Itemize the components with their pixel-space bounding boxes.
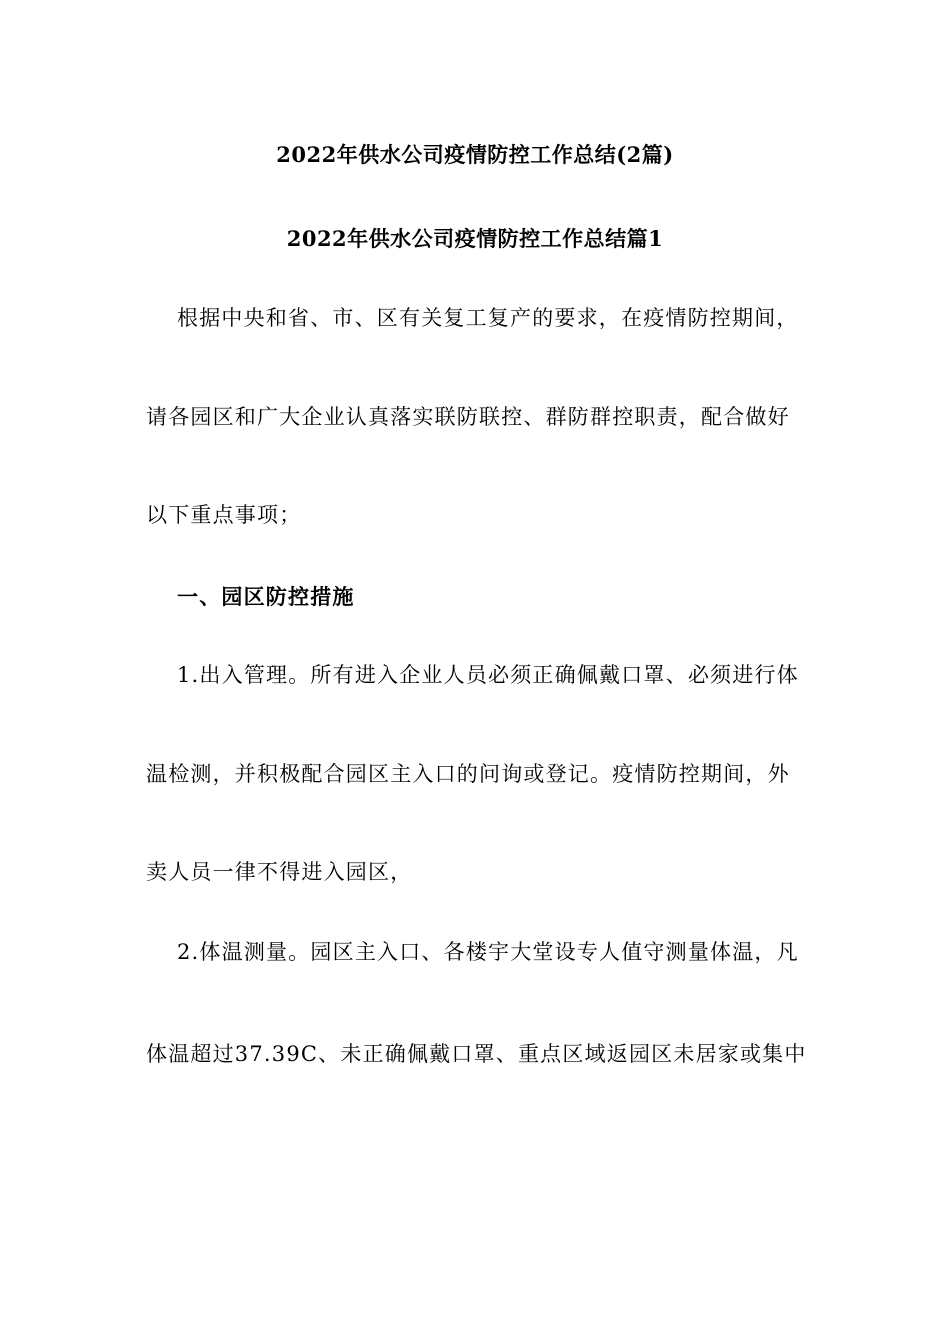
paragraph-line: 以下重点事项；	[146, 503, 302, 527]
paragraph-line: 温检测，并积极配合园区主入口的问询或登记。疫情防控期间，外	[146, 762, 790, 786]
paragraph-line: 卖人员一律不得进入园区，	[146, 860, 413, 884]
paragraph-line: 2.体温测量。园区主入口、各楼宇大堂设专人值守测量体温，凡	[177, 940, 799, 964]
paragraph-line: 根据中央和省、市、区有关复工复产的要求，在疫情防控期间，	[177, 306, 799, 330]
paragraph-line: 1.出入管理。所有进入企业人员必须正确佩戴口罩、必须进行体	[177, 663, 799, 687]
paragraph-line: 体温超过37.39C、未正确佩戴口罩、重点区域返园区未居家或集中	[146, 1042, 807, 1066]
sub-title: 2022年供水公司疫情防控工作总结篇1	[286, 226, 664, 251]
section-heading: 一、园区防控措施	[177, 584, 355, 609]
main-title: 2022年供水公司疫情防控工作总结(2篇)	[276, 142, 674, 167]
paragraph-line: 请各园区和广大企业认真落实联防联控、群防群控职责，配合做好	[146, 405, 790, 429]
